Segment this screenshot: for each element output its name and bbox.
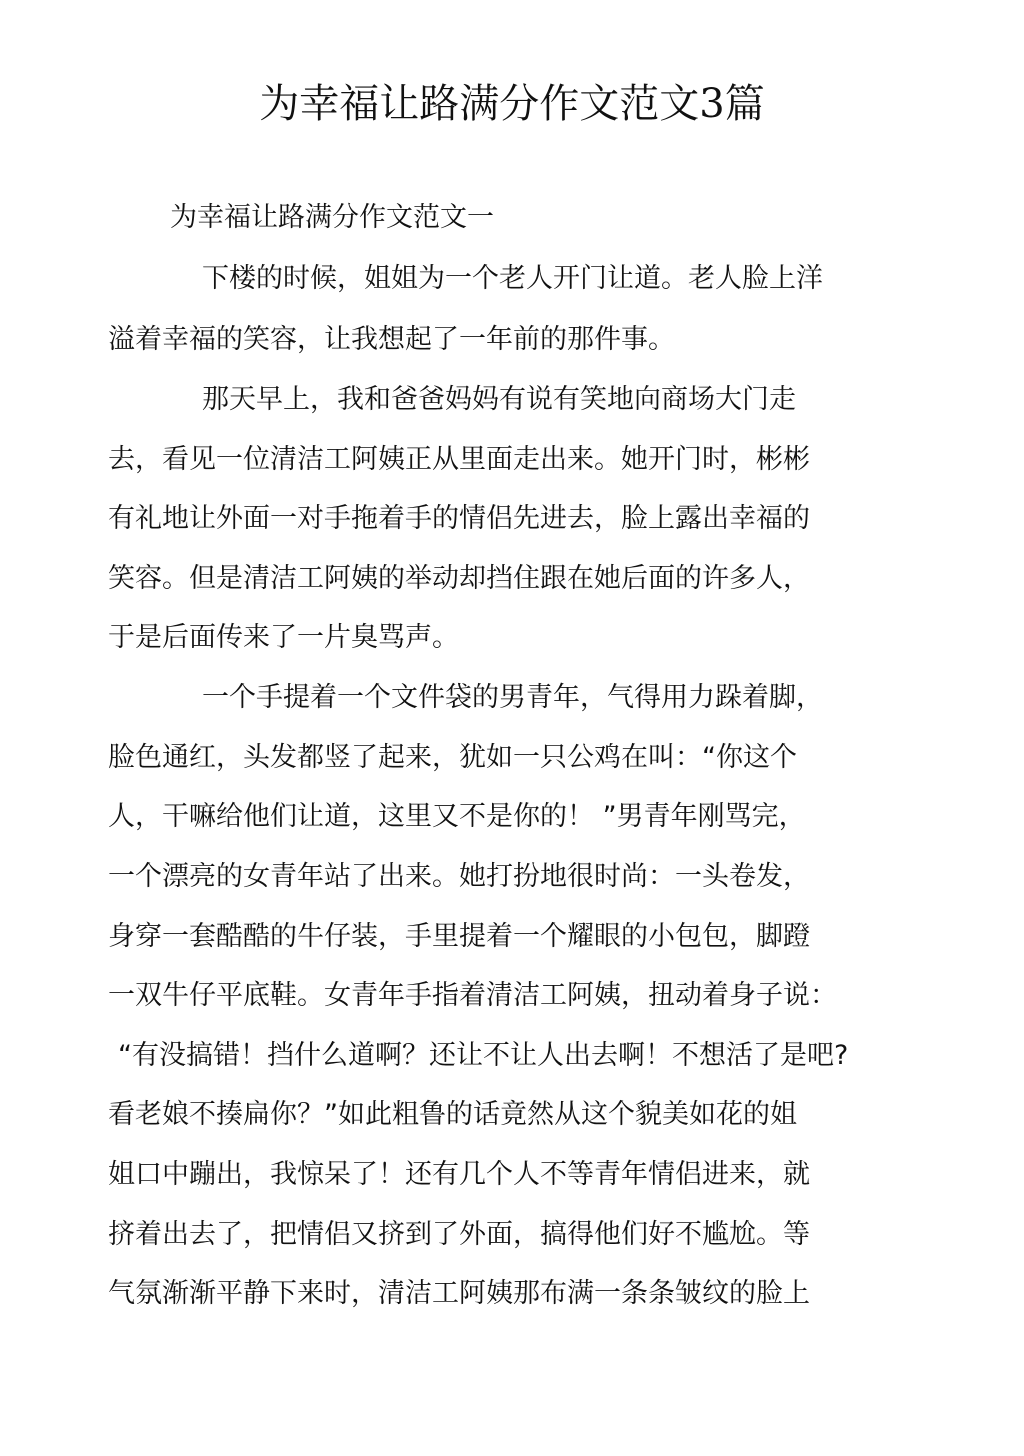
paragraph-line: 一双牛仔平底鞋。女青年手指着清洁工阿姨，扭动着身子说： xyxy=(108,980,837,1011)
paragraph-line: 脸色通红，头发都竖了起来，犹如一只公鸡在叫：“你这个 xyxy=(108,742,797,773)
paragraph-line: 气氛渐渐平静下来时，清洁工阿姨那布满一条条皱纹的脸上 xyxy=(108,1278,810,1309)
paragraph-line: 人，干嘛给他们让道，这里又不是你的！ ”男青年刚骂完， xyxy=(108,801,806,832)
paragraph-line: 下楼的时候，姐姐为一个老人开门让道。老人脸上洋 xyxy=(202,263,823,294)
paragraph-line: 那天早上，我和爸爸妈妈有说有笑地向商场大门走 xyxy=(202,384,796,415)
paragraph-line: 一个漂亮的女青年站了出来。她打扮地很时尚：一头卷发， xyxy=(108,861,810,892)
paragraph-line: 身穿一套酷酷的牛仔装，手里提着一个耀眼的小包包，脚蹬 xyxy=(108,921,810,952)
paragraph-line: 看老娘不揍扁你？”如此粗鲁的话竟然从这个貌美如花的姐 xyxy=(108,1099,797,1130)
paragraph-line: 一个手提着一个文件袋的男青年，气得用力跺着脚， xyxy=(202,682,823,713)
paragraph-line: 有礼地让外面一对手拖着手的情侣先进去，脸上露出幸福的 xyxy=(108,503,810,534)
paragraph-line: 溢着幸福的笑容，让我想起了一年前的那件事。 xyxy=(108,324,675,355)
paragraph-line: 姐口中蹦出，我惊呆了！还有几个人不等青年情侣进来，就 xyxy=(108,1159,810,1190)
paragraph-line: 挤着出去了，把情侣又挤到了外面，搞得他们好不尴尬。等 xyxy=(108,1219,810,1250)
section-heading: 为幸福让路满分作文范文一 xyxy=(170,202,494,233)
paragraph-line: “有没搞错！挡什么道啊？还让不让人出去啊！不想活了是吧? xyxy=(118,1040,849,1071)
paragraph-line: 笑容。但是清洁工阿姨的举动却挡住跟在她后面的许多人， xyxy=(108,563,810,594)
paragraph-line: 去，看见一位清洁工阿姨正从里面走出来。她开门时，彬彬 xyxy=(108,444,810,475)
document-title: 为幸福让路满分作文范文3篇 xyxy=(259,81,765,127)
paragraph-line: 于是后面传来了一片臭骂声。 xyxy=(108,622,459,653)
